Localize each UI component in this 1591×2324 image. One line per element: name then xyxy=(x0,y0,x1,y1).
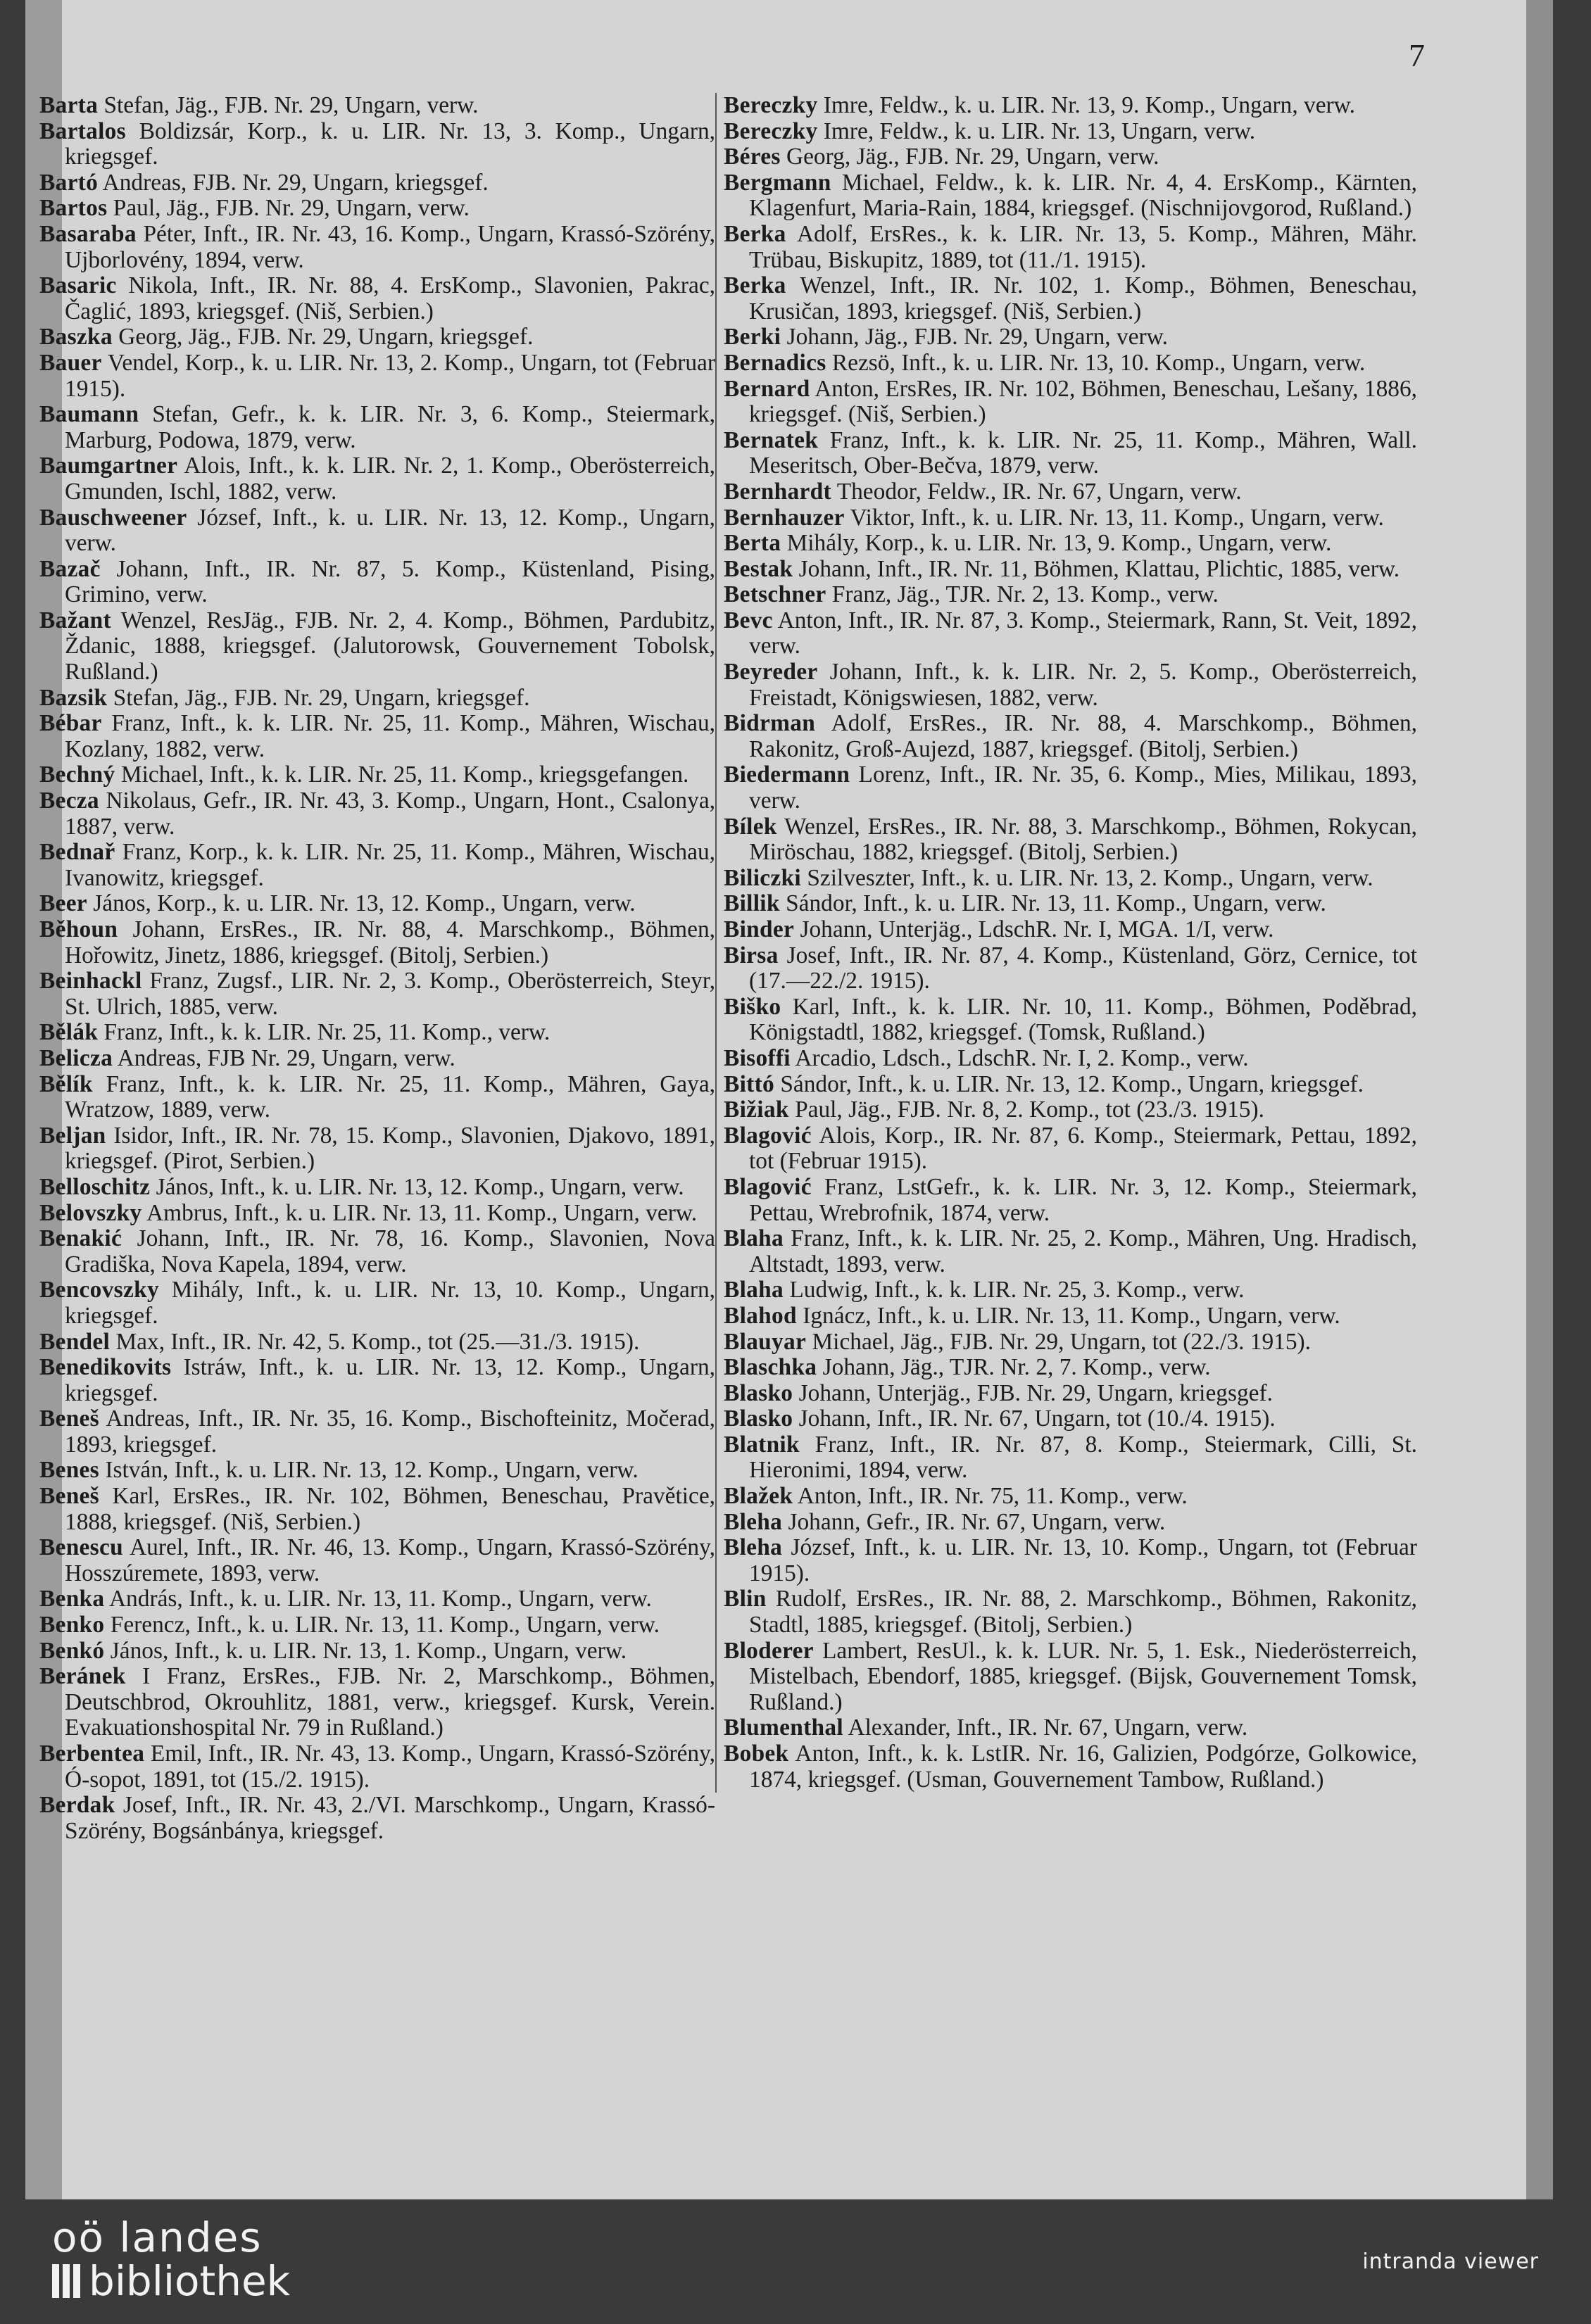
entry-details: István, Inft., k. u. LIR. Nr. 13, 12. Komp., Ungarn, verw. xyxy=(99,1457,639,1484)
register-entry xyxy=(39,170,715,196)
entry-details: Anton, Inft., IR. Nr. 87, 3. Komp., Steiermark, Rann, St. Veit, 1892, verw. xyxy=(749,607,1417,659)
entry-details: Michael, Jäg., FJB. Nr. 29, Ungarn, tot (22./3. 1915). xyxy=(806,1328,1312,1355)
entry-details: Max, Inft., IR. Nr. 42, 5. Komp., tot (25.—31./3. 1915). xyxy=(110,1328,640,1355)
entry-details: Istráw, Inft., k. u. LIR. Nr. 13, 12. Komp., Ungarn, kriegsgef. xyxy=(65,1354,715,1406)
entry-surname: Beneš xyxy=(39,1483,99,1510)
entry-surname: Blasko xyxy=(724,1379,793,1406)
register-entry xyxy=(39,1612,715,1638)
register-entry xyxy=(724,1638,1417,1716)
entry-details: Adolf, ErsRes., k. k. LIR. Nr. 13, 5. Komp., Mähren, Mähr. Trübau, Biskupitz, 1889, tot (11./1. 1915). xyxy=(749,220,1417,273)
entry-details: Franz, Inft., k. k. LIR. Nr. 25, 11. Komp., Mähren, Wall. Meseritsch, Ober-Bečva, 1879, verw. xyxy=(749,427,1417,479)
right-column xyxy=(715,93,1417,1793)
entry-details: Wenzel, Inft., IR. Nr. 102, 1. Komp., Böhmen, Beneschau, Krusičan, 1893, kriegsgef. (Niš, Serbien.) xyxy=(749,272,1417,324)
register-entry xyxy=(39,1664,715,1741)
register-entry xyxy=(39,196,715,222)
register-entry xyxy=(39,453,715,505)
page-edge xyxy=(1526,0,1553,2199)
entry-surname: Basaraba xyxy=(39,220,137,247)
entry-details: Imre, Feldw., k. u. LIR. Nr. 13, Ungarn, verw. xyxy=(817,118,1256,144)
entry-details: Franz, Jäg., TJR. Nr. 2, 13. Komp., verw. xyxy=(826,581,1219,608)
entry-details: Adolf, ErsRes., IR. Nr. 88, 4. Marschkomp., Böhmen, Rakonitz, Groß-Aujezd, 1887, kriegsgef. (Bitolj, Serbien.) xyxy=(749,710,1417,762)
register-entry xyxy=(724,1715,1417,1741)
entry-details: Andreas, Inft., IR. Nr. 35, 16. Komp., Bischofteinitz, Močerad, 1893, kriegsgef. xyxy=(65,1406,715,1458)
register-entry xyxy=(39,1586,715,1612)
register-entry xyxy=(39,222,715,273)
register-entry xyxy=(39,1535,715,1586)
entry-surname: Bereczky xyxy=(724,92,818,118)
entry-surname: Benakić xyxy=(39,1225,122,1252)
entry-surname: Belloschitz xyxy=(39,1173,151,1200)
register-entry xyxy=(39,1458,715,1484)
entry-surname: Berka xyxy=(724,272,786,299)
left-column xyxy=(39,93,715,1844)
entry-details: Franz, Inft., k. k. LIR. Nr. 25, 11. Komp., verw. xyxy=(98,1019,551,1046)
entry-details: Nikola, Inft., IR. Nr. 88, 4. ErsKomp., Slavonien, Pakrac, Čaglić, 1893, kriegsgef. (Niš, Serbien.) xyxy=(65,272,715,324)
entry-details: Karl, ErsRes., IR. Nr. 102, Böhmen, Beneschau, Pravětice, 1888, kriegsgef. (Niš, Serbien.) xyxy=(65,1483,715,1535)
entry-surname: Blagović xyxy=(724,1122,812,1149)
entry-surname: Bernhauzer xyxy=(724,504,845,531)
entry-surname: Blin xyxy=(724,1586,767,1612)
register-entry xyxy=(39,762,715,788)
entry-surname: Benedikovits xyxy=(39,1354,172,1381)
register-entry xyxy=(724,943,1417,994)
entry-surname: Berdak xyxy=(39,1792,115,1819)
entry-details: Johann, Gefr., IR. Nr. 67, Ungarn, verw. xyxy=(782,1508,1166,1535)
entry-surname: Berbentea xyxy=(39,1741,145,1767)
entry-details: Boldizsár, Korp., k. u. LIR. Nr. 13, 3. Komp., Ungarn, kriegsgef. xyxy=(65,118,715,170)
entry-surname: Bechný xyxy=(39,762,115,788)
entry-surname: Bartalos xyxy=(39,118,126,144)
entry-details: Michael, Inft., k. k. LIR. Nr. 25, 11. Komp., kriegsgefangen. xyxy=(115,762,689,788)
entry-surname: Benkó xyxy=(39,1637,105,1664)
register-entry xyxy=(724,1330,1417,1356)
entry-surname: Binder xyxy=(724,916,795,942)
entry-surname: Blaha xyxy=(724,1225,784,1252)
register-entry xyxy=(724,170,1417,222)
register-entry xyxy=(39,1226,715,1277)
entry-details: Georg, Jäg., FJB. Nr. 29, Ungarn, kriegsgef. xyxy=(112,324,534,351)
register-entry xyxy=(724,1226,1417,1277)
entry-details: Péter, Inft., IR. Nr. 43, 16. Komp., Ungarn, Krassó-Szörény, Ujborlovény, 1894, verw. xyxy=(65,220,715,273)
register-entry xyxy=(724,1381,1417,1407)
register-entry xyxy=(39,1406,715,1458)
entry-surname: Bencovszky xyxy=(39,1277,159,1303)
entry-details: Andreas, FJB. Nr. 29, Ungarn, kriegsgef. xyxy=(98,169,489,196)
entry-details: Anton, Inft., k. k. LstIR. Nr. 16, Galizien, Podgórze, Golkowice, 1874, kriegsgef. (Usman, Gouvernement Tambow, Rußland.) xyxy=(749,1741,1417,1793)
entry-details: Stefan, Gefr., k. k. LIR. Nr. 3, 6. Komp., Steiermark, Marburg, Podowa, 1879, verw. xyxy=(65,401,715,453)
entry-details: József, Inft., k. u. LIR. Nr. 13, 10. Komp., Ungarn, tot (Februar 1915). xyxy=(749,1534,1417,1586)
entry-surname: Bisoffi xyxy=(724,1044,791,1071)
entry-details: Sándor, Inft., k. u. LIR. Nr. 13, 11. Komp., Ungarn, verw. xyxy=(779,890,1326,917)
entry-surname: Benescu xyxy=(39,1534,123,1561)
entry-surname: Bloderer xyxy=(724,1637,814,1664)
entry-details: Emil, Inft., IR. Nr. 43, 13. Komp., Ungarn, Krassó-Szörény, Ó-sopot, 1891, tot (15./2. 1915). xyxy=(65,1741,715,1793)
entry-surname: Blauyar xyxy=(724,1328,807,1355)
entry-surname: Billik xyxy=(724,890,780,917)
entry-details: Johann, ErsRes., IR. Nr. 88, 4. Marschkomp., Böhmen, Hořowitz, Jinetz, 1886, kriegsgef. (Bitolj, Serbien.) xyxy=(65,916,715,968)
entry-surname: Bílek xyxy=(724,813,777,840)
register-entry xyxy=(39,351,715,402)
entry-surname: Betschner xyxy=(724,581,826,608)
entry-surname: Becza xyxy=(39,788,99,814)
entry-surname: Basaric xyxy=(39,272,117,299)
register-entry xyxy=(39,273,715,324)
entry-surname: Berta xyxy=(724,530,781,557)
register-entry xyxy=(724,93,1417,119)
entry-surname: Blumenthal xyxy=(724,1714,843,1741)
entry-surname: Bergmann xyxy=(724,169,831,196)
register-entry xyxy=(39,840,715,891)
entry-surname: Beinhackl xyxy=(39,968,142,994)
viewer-label: intranda viewer xyxy=(1362,2249,1539,2274)
register-entry xyxy=(39,711,715,762)
entry-surname: Beneš xyxy=(39,1406,99,1432)
register-entry xyxy=(724,144,1417,170)
entry-details: Franz, Korp., k. k. LIR. Nr. 25, 11. Komp., Mähren, Wischau, Ivanowitz, kriegsgef. xyxy=(65,839,715,891)
entry-details: Nikolaus, Gefr., IR. Nr. 43, 3. Komp., Ungarn, Hont., Csalonya, 1887, verw. xyxy=(65,788,715,840)
register-entry xyxy=(724,1123,1417,1175)
register-entry xyxy=(724,1510,1417,1536)
entry-details: Vendel, Korp., k. u. LIR. Nr. 13, 2. Komp., Ungarn, tot (Februar 1915). xyxy=(65,349,715,402)
entry-surname: Barta xyxy=(39,92,99,118)
register-entry xyxy=(39,608,715,686)
entry-details: Johann, Inft., IR. Nr. 67, Ungarn, tot (10./4. 1915). xyxy=(793,1406,1276,1432)
entry-surname: Belicza xyxy=(39,1044,113,1071)
register-entry xyxy=(39,1072,715,1123)
entry-surname: Bleha xyxy=(724,1534,783,1561)
register-entry xyxy=(39,1741,715,1793)
entry-surname: Bartó xyxy=(39,169,99,196)
entry-surname: Blahod xyxy=(724,1302,797,1329)
logo-text-top: oö landes xyxy=(52,2214,263,2261)
entry-surname: Bernatek xyxy=(724,427,819,453)
register-entry xyxy=(39,119,715,170)
entry-surname: Bauschweener xyxy=(39,504,187,531)
entry-surname: Bereczky xyxy=(724,118,818,144)
entry-surname: Biliczki xyxy=(724,864,801,891)
entry-surname: Birsa xyxy=(724,942,779,968)
entry-surname: Bobek xyxy=(724,1741,789,1767)
register-entry xyxy=(39,1020,715,1046)
entry-details: Franz, Zugsf., LIR. Nr. 2, 3. Komp., Oberösterreich, Steyr, St. Ulrich, 1885, verw. xyxy=(65,968,715,1020)
entry-surname: Béres xyxy=(724,144,781,170)
register-entry xyxy=(724,1277,1417,1303)
entry-surname: Bernhardt xyxy=(724,478,831,505)
entry-surname: Bernard xyxy=(724,375,810,402)
register-entry xyxy=(724,762,1417,814)
entry-details: Franz, LstGefr., k. k. LIR. Nr. 3, 12. Komp., Steiermark, Pettau, Wrebrofnik, 1874, verw. xyxy=(749,1173,1417,1226)
entry-details: János, Inft., k. u. LIR. Nr. 13, 1. Komp., Ungarn, verw. xyxy=(104,1637,627,1664)
entry-details: János, Inft., k. u. LIR. Nr. 13, 12. Komp., Ungarn, verw. xyxy=(150,1173,684,1200)
entry-details: Johann, Unterjäg., FJB. Nr. 29, Ungarn, kriegsgef. xyxy=(793,1379,1273,1406)
entry-details: Ignácz, Inft., k. u. LIR. Nr. 13, 11. Komp., Ungarn, verw. xyxy=(796,1302,1340,1329)
entry-surname: Blaha xyxy=(724,1277,784,1303)
entry-surname: Bauer xyxy=(39,349,102,376)
entry-surname: Beer xyxy=(39,890,87,917)
entry-details: Mihály, Korp., k. u. LIR. Nr. 13, 9. Komp., Ungarn, verw. xyxy=(781,530,1332,557)
entry-surname: Blasko xyxy=(724,1406,793,1432)
register-entry xyxy=(39,1175,715,1201)
entry-surname: Belovszky xyxy=(39,1199,142,1226)
register-entry xyxy=(39,324,715,351)
entry-details: Franz, Inft., k. k. LIR. Nr. 25, 11. Komp., Mähren, Wischau, Kozlany, 1882, verw. xyxy=(65,710,715,762)
register-entry xyxy=(724,119,1417,145)
register-entry xyxy=(724,505,1417,531)
register-entry xyxy=(724,479,1417,505)
entry-details: Stefan, Jäg., FJB. Nr. 29, Ungarn, verw. xyxy=(98,92,479,118)
register-entry xyxy=(724,1741,1417,1793)
register-entry xyxy=(39,505,715,557)
entry-surname: Bělák xyxy=(39,1019,99,1046)
register-entry xyxy=(39,1638,715,1665)
entry-surname: Berki xyxy=(724,324,781,351)
page-number: 7 xyxy=(1409,37,1425,73)
register-entry xyxy=(724,1046,1417,1072)
entry-details: Anton, ErsRes, IR. Nr. 102, Böhmen, Beneschau, Lešany, 1886, kriegsgef. (Niš, Serbien.) xyxy=(749,375,1417,428)
logo-text-bottom: bibliothek xyxy=(89,2257,291,2305)
entry-details: Arcadio, Ldsch., LdschR. Nr. I, 2. Komp., verw. xyxy=(790,1044,1249,1071)
entry-surname: Baumann xyxy=(39,401,139,428)
entry-surname: Blatnik xyxy=(724,1431,800,1458)
entry-details: Rudolf, ErsRes., IR. Nr. 88, 2. Marschkomp., Böhmen, Rakonitz, Stadtl, 1885, kriegsgef. (Bitolj, Serbien.) xyxy=(749,1586,1417,1638)
entry-details: Ferencz, Inft., k. u. LIR. Nr. 13, 11. Komp., Ungarn, verw. xyxy=(104,1612,660,1638)
entry-surname: Beljan xyxy=(39,1122,106,1149)
entry-details: Johann, Inft., k. k. LIR. Nr. 2, 5. Komp., Oberösterreich, Freistadt, Königswiesen, 1882, verw. xyxy=(749,659,1417,711)
register-entry xyxy=(724,1432,1417,1484)
register-entry xyxy=(724,1175,1417,1226)
register-entry xyxy=(724,557,1417,583)
entry-details: Rezsö, Inft., k. u. LIR. Nr. 13, 10. Komp., Ungarn, verw. xyxy=(826,349,1366,376)
register-entry xyxy=(724,711,1417,762)
entry-details: Isidor, Inft., IR. Nr. 78, 15. Komp., Slavonien, Djakovo, 1891, kriegsgef. (Pirot, Serbien.) xyxy=(65,1122,715,1175)
entry-surname: Biško xyxy=(724,993,781,1020)
entry-surname: Bazsik xyxy=(39,684,108,711)
library-logo[interactable] xyxy=(52,2216,290,2303)
register-entry xyxy=(39,788,715,840)
entry-details: Josef, Inft., IR. Nr. 43, 2./VI. Marschkomp., Ungarn, Krassó-Szörény, Bogsánbánya, kriegsgef. xyxy=(65,1792,715,1844)
entry-details: Michael, Feldw., k. k. LIR. Nr. 4, 4. ErsKomp., Kärnten, Klagenfurt, Maria-Rain, 1884, kriegsgef. (Nischnijovgorod, Rußland.) xyxy=(749,169,1417,222)
register-entry xyxy=(39,1123,715,1175)
entry-details: Wenzel, ResJäg., FJB. Nr. 2, 4. Komp., Böhmen, Pardubitz, Ždanic, 1888, kriegsgef. (Jalutorowsk, Gouvernement Tobolsk, Rußland.) xyxy=(65,607,715,686)
register-entry xyxy=(39,1484,715,1535)
entry-details: Alois, Inft., k. k. LIR. Nr. 2, 1. Komp., Oberösterreich, Gmunden, Ischl, 1882, verw. xyxy=(65,453,715,505)
entry-surname: Beyreder xyxy=(724,659,818,686)
register-entry xyxy=(39,1355,715,1406)
entry-details: Alois, Korp., IR. Nr. 87, 6. Komp., Steiermark, Pettau, 1892, tot (Februar 1915). xyxy=(749,1122,1417,1175)
entry-details: Paul, Jäg., FJB. Nr. 29, Ungarn, verw. xyxy=(107,195,470,222)
register-entry xyxy=(724,1072,1417,1098)
entry-surname: Bestak xyxy=(724,555,793,582)
entry-details: Ambrus, Inft., k. u. LIR. Nr. 13, 11. Komp., Ungarn, verw. xyxy=(142,1199,698,1226)
entry-surname: Benko xyxy=(39,1612,105,1638)
register-entry xyxy=(39,1793,715,1844)
entry-details: Szilveszter, Inft., k. u. LIR. Nr. 13, 2. Komp., Ungarn, verw. xyxy=(801,864,1373,891)
entry-details: Franz, Inft., k. k. LIR. Nr. 25, 11. Komp., Mähren, Gaya, Wratzow, 1889, verw. xyxy=(65,1071,715,1123)
register-entry xyxy=(724,1484,1417,1510)
entry-surname: Bidrman xyxy=(724,710,816,737)
register-entry xyxy=(724,891,1417,917)
entry-details: Imre, Feldw., k. u. LIR. Nr. 13, 9. Komp., Ungarn, verw. xyxy=(817,92,1355,118)
entry-details: Franz, Inft., IR. Nr. 87, 8. Komp., Steiermark, Cilli, St. Hieronimi, 1894, verw. xyxy=(749,1431,1417,1484)
entry-details: Ludwig, Inft., k. k. LIR. Nr. 25, 3. Komp., verw. xyxy=(784,1277,1245,1303)
entry-details: János, Korp., k. u. LIR. Nr. 13, 12. Komp., Ungarn, verw. xyxy=(87,890,636,917)
entry-surname: Baszka xyxy=(39,324,113,351)
register-entry xyxy=(724,1406,1417,1432)
register-entry xyxy=(39,1330,715,1356)
entry-surname: Baumgartner xyxy=(39,453,178,479)
entry-details: Johann, Inft., IR. Nr. 87, 5. Komp., Küstenland, Pising, Grimino, verw. xyxy=(65,555,715,608)
register-entry xyxy=(39,402,715,453)
entry-details: Josef, Inft., IR. Nr. 87, 4. Komp., Küstenland, Görz, Cernice, tot (17.—22./2. 1915). xyxy=(749,942,1417,994)
register-entry xyxy=(39,557,715,608)
register-entry xyxy=(39,686,715,712)
entry-details: Anton, Inft., IR. Nr. 75, 11. Komp., verw. xyxy=(793,1483,1188,1510)
entry-surname: Blagović xyxy=(724,1173,812,1200)
scanned-page xyxy=(25,0,1553,2199)
entry-surname: Benka xyxy=(39,1586,105,1612)
register-entry xyxy=(724,1097,1417,1123)
register-entry xyxy=(39,1046,715,1072)
logo-bars-icon xyxy=(52,2264,80,2298)
register-entry xyxy=(724,428,1417,479)
entry-surname: Bébar xyxy=(39,710,102,737)
register-entry xyxy=(724,377,1417,428)
entry-surname: Bažant xyxy=(39,607,111,633)
register-entry xyxy=(724,1355,1417,1381)
entry-surname: Bittó xyxy=(724,1071,774,1097)
register-entry xyxy=(724,608,1417,659)
entry-surname: Blažek xyxy=(724,1483,793,1510)
entry-surname: Biedermann xyxy=(724,762,850,788)
entry-details: Lambert, ResUl., k. k. LUR. Nr. 5, 1. Esk., Niederösterreich, Mistelbach, Ebendorf, 1885, kriegsgef. (Bijsk, Gouvernement Tomsk, Rußland.) xyxy=(749,1637,1417,1715)
entry-details: Johann, Inft., IR. Nr. 78, 16. Komp., Slavonien, Nova Gradiška, Nova Kapela, 1894, verw. xyxy=(65,1225,715,1277)
entry-details: Johann, Jäg., TJR. Nr. 2, 7. Komp., verw. xyxy=(817,1354,1211,1381)
entry-surname: Bernadics xyxy=(724,349,826,376)
entry-surname: Berka xyxy=(724,220,786,247)
entry-details: Mihály, Inft., k. u. LIR. Nr. 13, 10. Komp., Ungarn, kriegsgef. xyxy=(65,1277,715,1329)
entry-surname: Blaschka xyxy=(724,1354,817,1381)
entry-details: Theodor, Feldw., IR. Nr. 67, Ungarn, verw. xyxy=(831,478,1242,505)
entry-details: I Franz, ErsRes., FJB. Nr. 2, Marschkomp., Böhmen, Deutschbrod, Okrouhlitz, 1881, verw., kriegsgef. Kursk, Verein. Evakuationshospital Nr. 79 in Rußland.) xyxy=(65,1663,715,1741)
register-entry xyxy=(39,968,715,1020)
register-entry xyxy=(724,351,1417,377)
entry-surname: Bižiak xyxy=(724,1097,789,1123)
entry-details: Johann, Jäg., FJB. Nr. 29, Ungarn, verw. xyxy=(781,324,1168,351)
entry-surname: Bartos xyxy=(39,195,108,222)
entry-details: Johann, Unterjäg., LdschR. Nr. I, MGA. 1/I, verw. xyxy=(794,916,1274,942)
entry-surname: Bendel xyxy=(39,1328,111,1355)
register-entry xyxy=(724,222,1417,273)
register-entry xyxy=(39,1277,715,1329)
register-entry xyxy=(724,324,1417,351)
entry-details: Paul, Jäg., FJB. Nr. 8, 2. Komp., tot (23./3. 1915). xyxy=(788,1097,1264,1123)
entry-surname: Běhoun xyxy=(39,916,118,942)
register-entry xyxy=(39,891,715,917)
entry-details: Franz, Inft., k. k. LIR. Nr. 25, 2. Komp., Mähren, Ung. Hradisch, Altstadt, 1893, verw. xyxy=(749,1225,1417,1277)
entry-surname: Bednař xyxy=(39,839,115,866)
entry-details: Stefan, Jäg., FJB. Nr. 29, Ungarn, kriegsgef. xyxy=(107,684,530,711)
entry-details: Johann, Inft., IR. Nr. 11, Böhmen, Klattau, Plichtic, 1885, verw. xyxy=(793,555,1400,582)
entry-details: Aurel, Inft., IR. Nr. 46, 13. Komp., Ungarn, Krassó-Szörény, Hosszúremete, 1893, verw. xyxy=(65,1534,715,1586)
register-entry xyxy=(724,273,1417,324)
register-entry xyxy=(724,582,1417,608)
register-entry xyxy=(724,866,1417,892)
entry-details: Karl, Inft., k. k. LIR. Nr. 10, 11. Komp., Böhmen, Poděbrad, Königstadtl, 1882, kriegsgef. (Tomsk, Rußland.) xyxy=(749,993,1417,1046)
register-entry xyxy=(724,1535,1417,1586)
entry-surname: Beránek xyxy=(39,1663,126,1690)
entry-details: Sándor, Inft., k. u. LIR. Nr. 13, 12. Komp., Ungarn, kriegsgef. xyxy=(774,1071,1364,1097)
register-entry xyxy=(39,917,715,968)
register-entry xyxy=(39,93,715,119)
entry-details: Alexander, Inft., IR. Nr. 67, Ungarn, verw. xyxy=(843,1714,1248,1741)
entry-surname: Bevc xyxy=(724,607,773,633)
register-entry xyxy=(724,1586,1417,1638)
register-entry xyxy=(724,814,1417,866)
register-entry xyxy=(724,917,1417,943)
register-entry xyxy=(724,1303,1417,1330)
entry-details: András, Inft., k. u. LIR. Nr. 13, 11. Komp., Ungarn, verw. xyxy=(104,1586,652,1612)
register-entry xyxy=(39,1201,715,1227)
entry-details: Andreas, FJB Nr. 29, Ungarn, verw. xyxy=(113,1044,455,1071)
entry-details: Georg, Jäg., FJB. Nr. 29, Ungarn, verw. xyxy=(780,144,1159,170)
entry-details: Wenzel, ErsRes., IR. Nr. 88, 3. Marschkomp., Böhmen, Rokycan, Miröschau, 1882, kriegsgef. (Bitolj, Serbien.) xyxy=(749,813,1417,866)
register-entry xyxy=(724,659,1417,711)
entry-surname: Bazač xyxy=(39,555,101,582)
entry-details: József, Inft., k. u. LIR. Nr. 13, 12. Komp., Ungarn, verw. xyxy=(65,504,715,557)
entry-surname: Bělík xyxy=(39,1071,93,1097)
register-entry xyxy=(724,994,1417,1046)
entry-details: Viktor, Inft., k. u. LIR. Nr. 13, 11. Komp., Ungarn, verw. xyxy=(844,504,1384,531)
register-entry xyxy=(724,531,1417,557)
entry-surname: Bleha xyxy=(724,1508,783,1535)
entry-surname: Benes xyxy=(39,1457,99,1484)
entry-details: Lorenz, Inft., IR. Nr. 35, 6. Komp., Mies, Milikau, 1893, verw. xyxy=(749,762,1417,814)
